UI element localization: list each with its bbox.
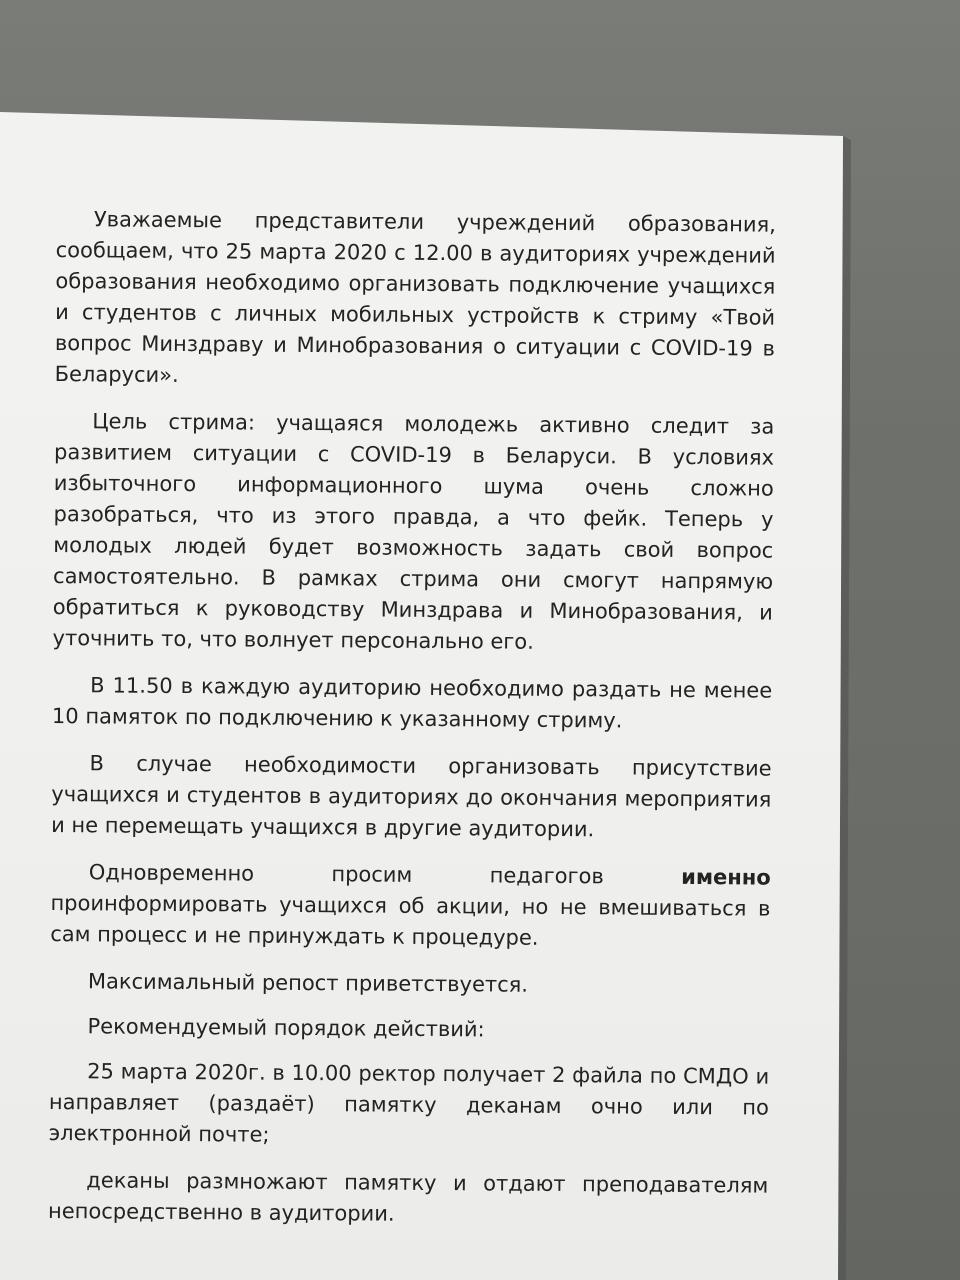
teachers-text-after: проинформировать учащихся об акции, но не вмешиваться в сам процесс и не принуждать к процедуре.: [50, 890, 771, 950]
paragraph-intro: Уважаемые представители учреждений образования, сообщаем, что 25 марта 2020 с 12.00 в аудиториях учреждений образования необходимо организовать подключение учащихся и студентов с личных мобильных устройств к стриму «Твой вопрос Минздраву и Минобразования о ситуации с COVID-19 в Беларуси».: [54, 207, 776, 387]
paragraph-step-deans: деканы размножают памятку и отдают преподавателям непосредственно в аудитории.: [47, 1168, 769, 1226]
letter-body: [48, 204, 776, 1249]
paragraph-attendance: В случае необходимости организовать присутствие учащихся и студентов в аудиториях до окончания мероприятия и не перемещать учащихся в другие аудитории.: [51, 751, 772, 842]
paragraph-goal: Цель стрима: учащаяся молодежь активно следит за развитием ситуации с COVID-19 в Беларуси. В условиях избыточного информационного шума очень сложно разобраться, что из этого правда, а что фейк. Теперь у молодых людей будет возможность задать свой вопрос самостоятельно. В рамках стрима они смогут напрямую обратиться к руководству Минздрава и Минобразования, и уточнить то, что волнует персонально его.: [52, 409, 775, 654]
teachers-text-before: Одновременно просим педагогов: [88, 860, 682, 889]
paragraph-repost: Максимальный репост приветствуется.: [87, 969, 529, 997]
emphasis-word: именно: [681, 864, 771, 890]
paragraph-handouts: В 11.50 в каждую аудиторию необходимо раздать не менее 10 памяток по подключению к указанному стриму.: [51, 673, 773, 733]
paragraph-procedure-heading: Рекомендуемый порядок действий:: [87, 1014, 485, 1042]
paragraph-teachers: [50, 857, 771, 956]
paragraph-step-rector: 25 марта 2020г. в 10.00 ректор получает 2 файла по СМДО и направляет (раздаёт) памятку деканам очно или по электронной почте;: [48, 1059, 770, 1147]
